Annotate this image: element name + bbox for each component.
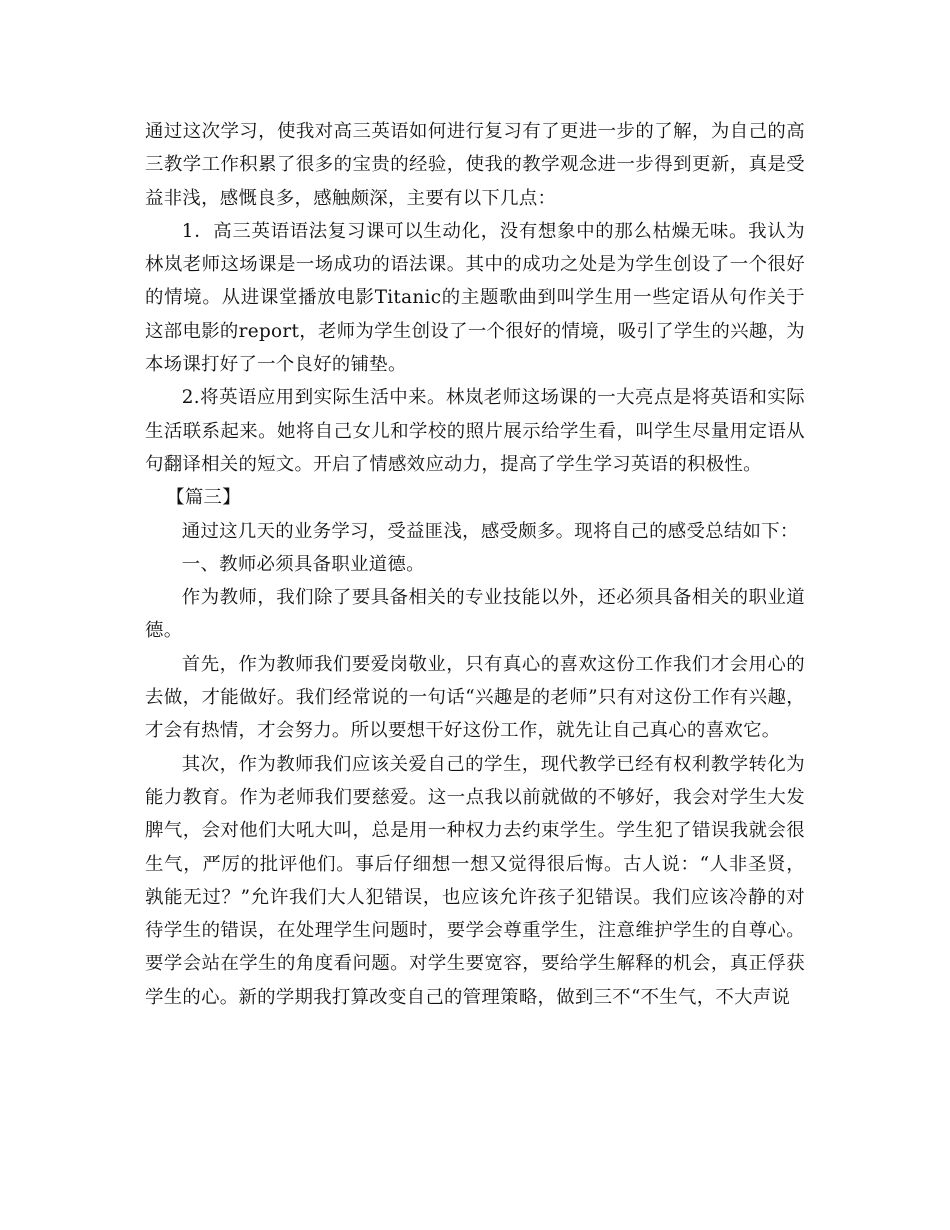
paragraph-section-one-title: 一、教师必须具备职业道德。 (181, 553, 425, 575)
paragraph-intro: 通过这次学习，使我对高三英语如何进行复习有了更进一步的了解，为自己的高三教学工作积累了很多的宝贵的经验，使我的教学观念进一步得到更新，真是受益非浅，感慨良多，感触颇深，主要有以下几点： (145, 121, 805, 209)
paragraph-secondly: 其次，作为教师我们应该关爱自己的学生，现代教学已经有权利教学转化为能力教育。作为老师我们要慈爱。这一点我以前就做的不够好，我会对学生大发脾气，会对他们大吼大叫，总是用一种权力去约束学生。学生犯了错误我就会很生气，严厉的批评他们。事后仔细想一想又觉得很后悔。古人说：“人非圣贤，孰能无过？”允许我们大人犯错误，也应该允许孩子犯错误。我们应该冷静的对待学生的错误，在处理学生问题时，要学会尊重学生，注意维护学生的自尊心。要学会站在学生的角度看问题。对学生要宽容，要给学生解释的机会，真正俘获学生的心。新的学期我打算改变自己的管理策略，做到三不“不生气，不大声说 (145, 753, 805, 1008)
paragraph-ethics: 作为教师，我们除了要具备相关的专业技能以外，还必须具备相关的职业道德。 (145, 587, 805, 642)
section-heading-part-three: 【篇三】 (166, 487, 241, 509)
document-body (145, 115, 805, 1014)
paragraph-firstly: 首先，作为教师我们要爱岗敬业，只有真心的喜欢这份工作我们才会用心的去做，才能做好。我们经常说的一句话“兴趣是的老师”只有对这份工作有兴趣，才会有热情，才会努力。所以要想干好这份工作，就先让自己真心的喜欢它。 (145, 653, 805, 742)
paragraph-summary-intro: 通过这几天的业务学习，受益匪浅，感受颇多。现将自己的感受总结如下： (181, 520, 799, 542)
paragraph-point-2: 2.将英语应用到实际生活中来。林岚老师这场课的一大亮点是将英语和实际生活联系起来。她将自己女儿和学校的照片展示给学生看，叫学生尽量用定语从句翻译相关的短文。开启了情感效应动力，提高了学生学习英语的积极性。 (145, 387, 805, 475)
paragraph-point-1: 1．高三英语语法复习课可以生动化，没有想象中的那么枯燥无味。我认为林岚老师这场课是一场成功的语法课。其中的成功之处是为学生创设了一个很好的情境。从进课堂播放电影Titanic的主题歌曲到叫学生用一些定语从句作关于这部电影的report，老师为学生创设了一个很好的情境，吸引了学生的兴趣，为本场课打好了一个良好的铺垫。 (145, 220, 805, 376)
